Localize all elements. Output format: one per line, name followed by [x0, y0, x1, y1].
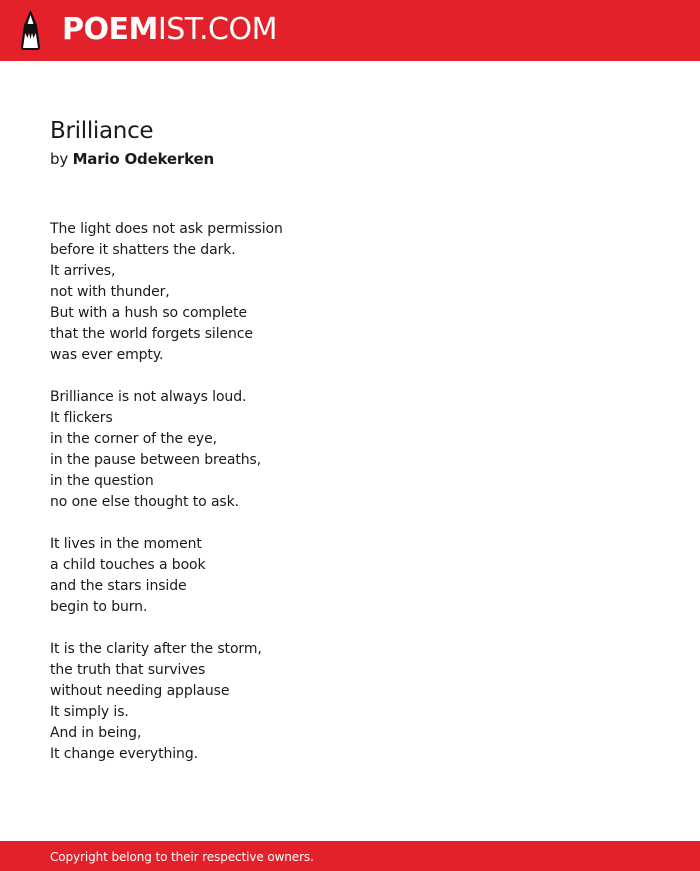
- stanza-gap: [50, 366, 650, 387]
- by-label: by: [50, 150, 68, 168]
- site-footer: [0, 841, 700, 871]
- poem-line: It lives in the moment: [50, 536, 202, 552]
- poem-line: without needing applause: [50, 683, 230, 699]
- copyright-notice: Copyright belong to their respective owners.: [50, 850, 314, 864]
- poem-line: the truth that survives: [50, 662, 206, 678]
- poem-line: in the corner of the eye,: [50, 431, 217, 447]
- poem-line: It simply is.: [50, 704, 129, 720]
- poem-line: begin to burn.: [50, 599, 148, 615]
- poem-line: Brilliance is not always loud.: [50, 389, 247, 405]
- poem-line: in the pause between breaths,: [50, 452, 262, 468]
- stanza: [50, 387, 650, 513]
- stanza-gap: [50, 618, 650, 639]
- poem-title: Brilliance: [50, 118, 154, 144]
- poem-byline: [50, 149, 214, 169]
- poem-line: before it shatters the dark.: [50, 242, 236, 258]
- poem-line: and the stars inside: [50, 578, 187, 594]
- logo-light-text: IST.COM: [157, 12, 277, 47]
- poem-line: no one else thought to ask.: [50, 494, 239, 510]
- poem-line: in the question: [50, 473, 154, 489]
- poem-line: But with a hush so complete: [50, 305, 247, 321]
- poem-author: Mario Odekerken: [72, 150, 214, 168]
- poem-line: It flickers: [50, 410, 113, 426]
- stanza-gap: [50, 513, 650, 534]
- poem-line: It arrives,: [50, 263, 116, 279]
- poem-line: that the world forgets silence: [50, 326, 253, 342]
- logo-bold-text: POEM: [62, 12, 158, 47]
- poem-line: a child touches a book: [50, 557, 206, 573]
- poem-body: [50, 219, 650, 765]
- poem-line: not with thunder,: [50, 284, 170, 300]
- poem-line: It change everything.: [50, 746, 198, 762]
- site-header: [0, 0, 700, 61]
- site-logo[interactable]: [62, 12, 277, 48]
- stanza: [50, 219, 650, 366]
- stanza: [50, 534, 650, 618]
- poem-line: was ever empty.: [50, 347, 164, 363]
- poem-line: The light does not ask permission: [50, 221, 283, 237]
- stanza: [50, 639, 650, 765]
- pencil-tip-icon[interactable]: [18, 9, 43, 52]
- poem-line: And in being,: [50, 725, 142, 741]
- poem-line: It is the clarity after the storm,: [50, 641, 262, 657]
